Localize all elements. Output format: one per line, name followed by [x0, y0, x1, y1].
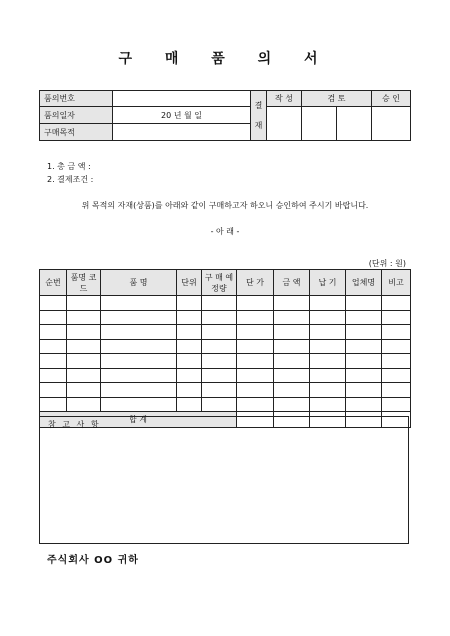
item-cell[interactable]	[382, 325, 411, 340]
item-cell[interactable]	[346, 368, 382, 383]
payment-terms-line: 2. 결제조건 :	[47, 175, 94, 184]
item-cell[interactable]	[40, 310, 67, 325]
approval-date-label: 품의일자	[40, 107, 113, 124]
item-cell[interactable]	[67, 368, 101, 383]
item-cell[interactable]	[40, 368, 67, 383]
item-cell[interactable]	[40, 339, 67, 354]
item-cell[interactable]	[382, 354, 411, 369]
col-code: 품명 코드	[67, 270, 101, 296]
item-cell[interactable]	[101, 354, 177, 369]
item-cell[interactable]	[67, 354, 101, 369]
approval-col-approve: 승 인	[372, 91, 411, 107]
item-cell[interactable]	[40, 325, 67, 340]
item-cell[interactable]	[101, 383, 177, 398]
item-cell[interactable]	[310, 339, 346, 354]
item-cell[interactable]	[177, 296, 202, 311]
item-cell[interactable]	[346, 325, 382, 340]
table-row	[40, 339, 411, 354]
item-cell[interactable]	[202, 383, 237, 398]
item-cell[interactable]	[274, 310, 310, 325]
item-cell[interactable]	[274, 339, 310, 354]
item-cell[interactable]	[346, 296, 382, 311]
col-vendor: 업체명	[346, 270, 382, 296]
item-cell[interactable]	[310, 397, 346, 412]
item-cell[interactable]	[202, 310, 237, 325]
item-cell[interactable]	[177, 368, 202, 383]
item-cell[interactable]	[67, 383, 101, 398]
item-cell[interactable]	[177, 397, 202, 412]
approval-number-label: 품의번호	[40, 91, 113, 107]
notes-label: 참 고 사 항	[48, 420, 101, 429]
item-cell[interactable]	[237, 296, 274, 311]
item-cell[interactable]	[202, 325, 237, 340]
item-cell[interactable]	[274, 325, 310, 340]
table-row	[40, 325, 411, 340]
approval-col-review: 검 토	[302, 91, 372, 107]
item-cell[interactable]	[67, 397, 101, 412]
notes-box[interactable]	[39, 416, 409, 544]
purchase-purpose-label: 구매목적	[40, 124, 113, 141]
item-cell[interactable]	[237, 325, 274, 340]
item-cell[interactable]	[177, 339, 202, 354]
item-cell[interactable]	[202, 354, 237, 369]
col-amount: 금 액	[274, 270, 310, 296]
col-unit-price: 단 가	[237, 270, 274, 296]
item-cell[interactable]	[346, 339, 382, 354]
header-table	[39, 90, 411, 141]
item-cell[interactable]	[101, 368, 177, 383]
purchase-purpose-field[interactable]	[113, 124, 251, 141]
item-cell[interactable]	[177, 325, 202, 340]
item-cell[interactable]	[382, 368, 411, 383]
col-seq: 순번	[40, 270, 67, 296]
sign-box-writer[interactable]	[267, 107, 302, 141]
item-cell[interactable]	[237, 310, 274, 325]
items-table	[39, 269, 411, 428]
approval-col-writer: 작 성	[267, 91, 302, 107]
item-cell[interactable]	[101, 296, 177, 311]
item-cell[interactable]	[237, 397, 274, 412]
items-header-row	[40, 270, 411, 296]
item-cell[interactable]	[310, 325, 346, 340]
item-cell[interactable]	[274, 354, 310, 369]
unit-label: (단위 : 원)	[368, 259, 406, 268]
item-cell[interactable]	[382, 383, 411, 398]
item-cell[interactable]	[382, 296, 411, 311]
approval-date-field[interactable]: 20 년 월 일	[113, 107, 251, 124]
item-cell[interactable]	[382, 339, 411, 354]
total-label: 합 계	[40, 412, 237, 428]
item-cell[interactable]	[310, 368, 346, 383]
sign-box-review-1[interactable]	[302, 107, 337, 141]
item-cell[interactable]	[101, 339, 177, 354]
request-notice: 위 목적의 자재(상품)를 아래와 같이 구매하고자 하오니 승인하여 주시기 바랍니다.	[81, 201, 369, 210]
item-cell[interactable]	[237, 383, 274, 398]
document-title: 구 매 품 의 서	[118, 51, 332, 67]
col-planned-qty: 구 매 예정량	[202, 270, 237, 296]
approval-number-field[interactable]	[113, 91, 251, 107]
item-cell[interactable]	[101, 310, 177, 325]
item-cell[interactable]	[67, 310, 101, 325]
item-cell[interactable]	[202, 296, 237, 311]
item-cell[interactable]	[237, 354, 274, 369]
item-cell[interactable]	[382, 310, 411, 325]
item-cell[interactable]	[274, 296, 310, 311]
item-cell[interactable]	[177, 310, 202, 325]
item-cell[interactable]	[40, 354, 67, 369]
item-cell[interactable]	[101, 397, 177, 412]
item-cell[interactable]	[346, 397, 382, 412]
item-cell[interactable]	[346, 383, 382, 398]
below-label: - 아 래 -	[210, 227, 240, 236]
item-cell[interactable]	[310, 296, 346, 311]
table-row	[40, 310, 411, 325]
col-name: 품 명	[101, 270, 177, 296]
item-cell[interactable]	[310, 310, 346, 325]
item-cell[interactable]	[202, 339, 237, 354]
item-cell[interactable]	[237, 339, 274, 354]
item-cell[interactable]	[382, 397, 411, 412]
table-row	[40, 383, 411, 398]
total-amount-line: 1. 총 금 액 :	[47, 162, 91, 171]
sign-box-review-2[interactable]	[337, 107, 372, 141]
item-cell[interactable]	[177, 383, 202, 398]
item-cell[interactable]	[274, 368, 310, 383]
col-unit: 단위	[177, 270, 202, 296]
item-cell[interactable]	[346, 354, 382, 369]
item-cell[interactable]	[40, 296, 67, 311]
item-cell[interactable]	[310, 354, 346, 369]
col-due: 납 기	[310, 270, 346, 296]
table-row	[40, 368, 411, 383]
item-cell[interactable]	[202, 397, 237, 412]
item-cell[interactable]	[237, 368, 274, 383]
item-cell[interactable]	[346, 310, 382, 325]
footer-recipient: 주식회사 OO 귀하	[47, 555, 139, 566]
table-row	[40, 354, 411, 369]
item-cell[interactable]	[274, 383, 310, 398]
sign-box-approve[interactable]	[372, 107, 411, 141]
col-remarks: 비고	[382, 270, 411, 296]
item-cell[interactable]	[101, 325, 177, 340]
item-cell[interactable]	[40, 383, 67, 398]
item-cell[interactable]	[202, 368, 237, 383]
item-cell[interactable]	[67, 296, 101, 311]
table-row	[40, 397, 411, 412]
item-cell[interactable]	[67, 339, 101, 354]
summary-list	[47, 160, 93, 186]
table-row	[40, 296, 411, 311]
item-cell[interactable]	[177, 354, 202, 369]
item-cell[interactable]	[310, 383, 346, 398]
item-cell[interactable]	[274, 397, 310, 412]
approval-side-label: 결 재	[251, 91, 267, 141]
item-cell[interactable]	[40, 397, 67, 412]
item-cell[interactable]	[67, 325, 101, 340]
